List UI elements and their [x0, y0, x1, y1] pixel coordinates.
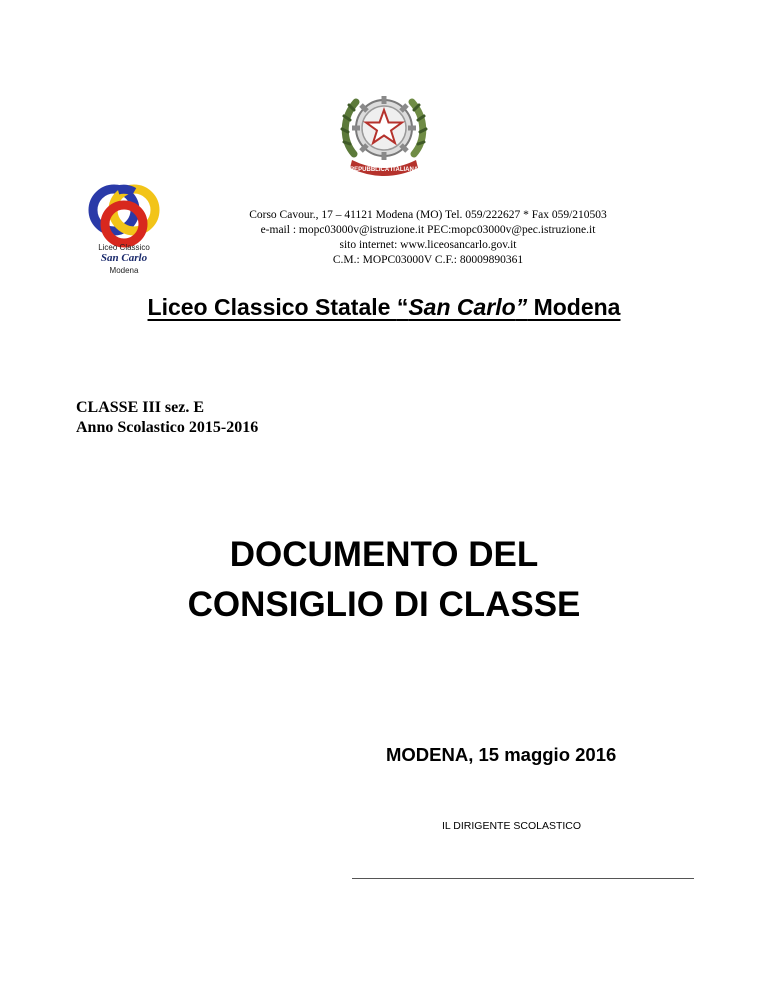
codes-line: C.M.: MOPC03000V C.F.: 80009890361	[332, 254, 524, 266]
logo-caption-line2: San Carlo	[100, 252, 148, 264]
class-section: CLASSE III sez. E	[76, 399, 205, 416]
document-title-line2: CONSIGLIO DI CLASSE	[187, 585, 581, 624]
place-date: MODENA, 15 maggio 2016	[386, 744, 617, 765]
class-info	[76, 398, 258, 438]
repubblica-italiana-emblem-icon	[336, 84, 432, 180]
signature-line	[352, 878, 694, 879]
signer-title: IL DIRIGENTE SCOLASTICO	[442, 820, 582, 832]
school-name-prefix: Liceo Classico Statale	[147, 294, 397, 320]
school-address-block	[186, 208, 670, 268]
address-line: Corso Cavour., 17 – 41121 Modena (MO) Tel. 059/222627 * Fax 059/210503	[249, 209, 607, 221]
school-year: Anno Scolastico 2015-2016	[76, 419, 259, 436]
school-name-italic: San Carlo	[408, 294, 516, 320]
logo-caption-line1: Liceo Classico	[98, 243, 150, 252]
document-title-line1: DOCUMENTO DEL	[229, 535, 539, 574]
school-name-close-quote: ”	[515, 294, 528, 320]
logo-caption-line3: Modena	[109, 266, 139, 275]
email-line: e-mail : mopc03000v@istruzione.it PEC:mopc03000v@pec.istruzione.it	[260, 224, 596, 236]
school-name-open-quote: “	[396, 294, 409, 320]
emblem-ribbon-text: REPUBBLICA ITALIANA	[349, 167, 419, 173]
school-name-heading	[40, 294, 728, 321]
school-name-suffix: Modena	[527, 294, 621, 320]
document-title	[0, 530, 768, 630]
website-line: sito internet: www.liceosancarlo.gov.it	[339, 239, 517, 251]
